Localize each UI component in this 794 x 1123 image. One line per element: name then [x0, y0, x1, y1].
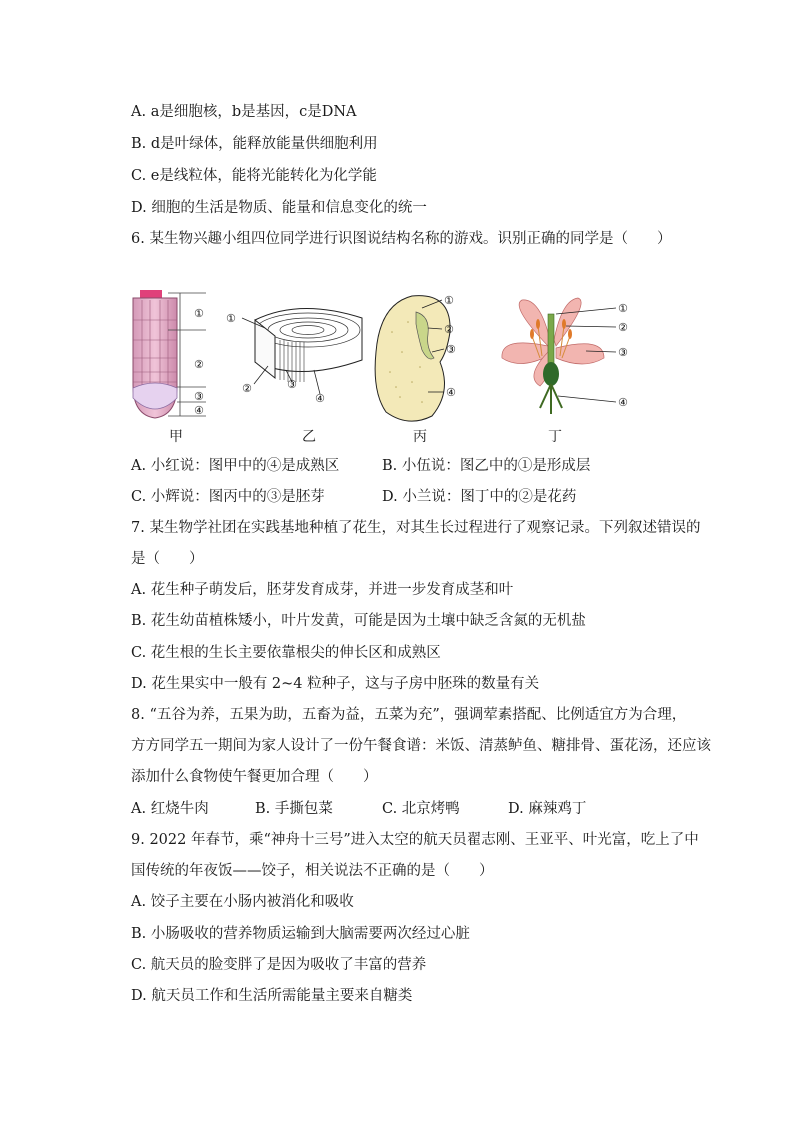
q9-option-c: C. 航天员的脸变胖了是因为吸收了丰富的营养	[131, 957, 427, 973]
figure-bean-seed	[372, 292, 492, 427]
q9-stem-line-2: 国传统的年夜饭——饺子，相关说法不正确的是（ ）	[131, 863, 494, 879]
q6-option-c: C. 小辉说：图丙中的③是胚芽	[131, 489, 325, 505]
flower-marker-2: ②	[618, 321, 628, 334]
q8-stem-line-1: 8. “五谷为养，五果为助，五畜为益，五菜为充”，强调荤素搭配、比例适宜方为合理，	[131, 707, 687, 723]
prev-option-a: A. a是细胞核，b是基因，c是DNA	[131, 104, 357, 120]
q8-stem-line-3: 添加什么食物使午餐更加合理（ ）	[131, 769, 378, 785]
seed-marker-2: ②	[444, 323, 454, 336]
stem-marker-1: ①	[226, 312, 236, 325]
caption-yi: 乙	[302, 429, 316, 445]
q6-stem: 6. 某生物兴趣小组四位同学进行识图说结构名称的游戏。识别正确的同学是（ ）	[131, 231, 672, 247]
figure-flower	[500, 296, 650, 421]
q7-option-c: C. 花生根的生长主要依靠根尖的伸长区和成熟区	[131, 645, 441, 661]
prev-option-b: B. d是叶绿体，能释放能量供细胞利用	[131, 136, 378, 152]
flower-marker-4: ④	[618, 396, 628, 409]
figure-woody-stem	[220, 300, 370, 405]
q9-stem-line-1: 9. 2022 年春节，乘“神舟十三号”进入太空的航天员翟志刚、王亚平、叶光富，吃上了中	[131, 832, 699, 848]
q9-option-b: B. 小肠吸收的营养物质运输到大脑需要两次经过心脏	[131, 926, 470, 942]
root-marker-4: ④	[194, 404, 204, 417]
q7-stem-line-1: 7. 某生物学社团在实践基地种植了花生，对其生长过程进行了观察记录。下列叙述错误的	[131, 520, 701, 536]
q7-option-a: A. 花生种子萌发后，胚芽发育成芽，并进一步发育成茎和叶	[131, 582, 514, 598]
q9-option-a: A. 饺子主要在小肠内被消化和吸收	[131, 894, 354, 910]
q8-option-c: C. 北京烤鸭	[382, 801, 460, 817]
seed-marker-3: ③	[446, 343, 456, 356]
figure-root-tip	[128, 290, 218, 420]
q8-option-b: B. 手撕包菜	[255, 801, 333, 817]
q9-option-d: D. 航天员工作和生活所需能量主要来自糖类	[131, 988, 413, 1004]
q6-option-a: A. 小红说：图甲中的④是成熟区	[131, 458, 340, 474]
prev-option-c: C. e是线粒体，能将光能转化为化学能	[131, 168, 377, 184]
q8-option-d: D. 麻辣鸡丁	[508, 801, 587, 817]
flower-marker-1: ①	[618, 302, 628, 315]
q6-option-b: B. 小伍说：图乙中的①是形成层	[382, 458, 591, 474]
stem-marker-3: ③	[287, 378, 297, 391]
caption-jia: 甲	[169, 429, 183, 445]
q7-option-b: B. 花生幼苗植株矮小，叶片发黄，可能是因为土壤中缺乏含氮的无机盐	[131, 613, 586, 629]
q8-stem-line-2: 方方同学五一期间为家人设计了一份午餐食谱：米饭、清蒸鲈鱼、糖排骨、蛋花汤，还应该	[131, 738, 711, 754]
caption-bing: 丙	[413, 429, 427, 445]
seed-marker-1: ①	[444, 294, 454, 307]
stem-marker-4: ④	[315, 392, 325, 405]
root-marker-2: ②	[194, 358, 204, 371]
root-marker-3: ③	[194, 390, 204, 403]
q7-stem-line-2: 是（ ）	[131, 551, 204, 567]
q7-option-d: D. 花生果实中一般有 2~4 粒种子，这与子房中胚珠的数量有关	[131, 676, 540, 692]
prev-option-d: D. 细胞的生活是物质、能量和信息变化的统一	[131, 200, 427, 216]
q8-option-a: A. 红烧牛肉	[131, 801, 209, 817]
q6-option-d: D. 小兰说：图丁中的②是花药	[382, 489, 577, 505]
root-marker-1: ①	[194, 307, 204, 320]
seed-marker-4: ④	[446, 386, 456, 399]
flower-marker-3: ③	[618, 346, 628, 359]
caption-ding: 丁	[548, 429, 562, 445]
stem-marker-2: ②	[242, 382, 252, 395]
